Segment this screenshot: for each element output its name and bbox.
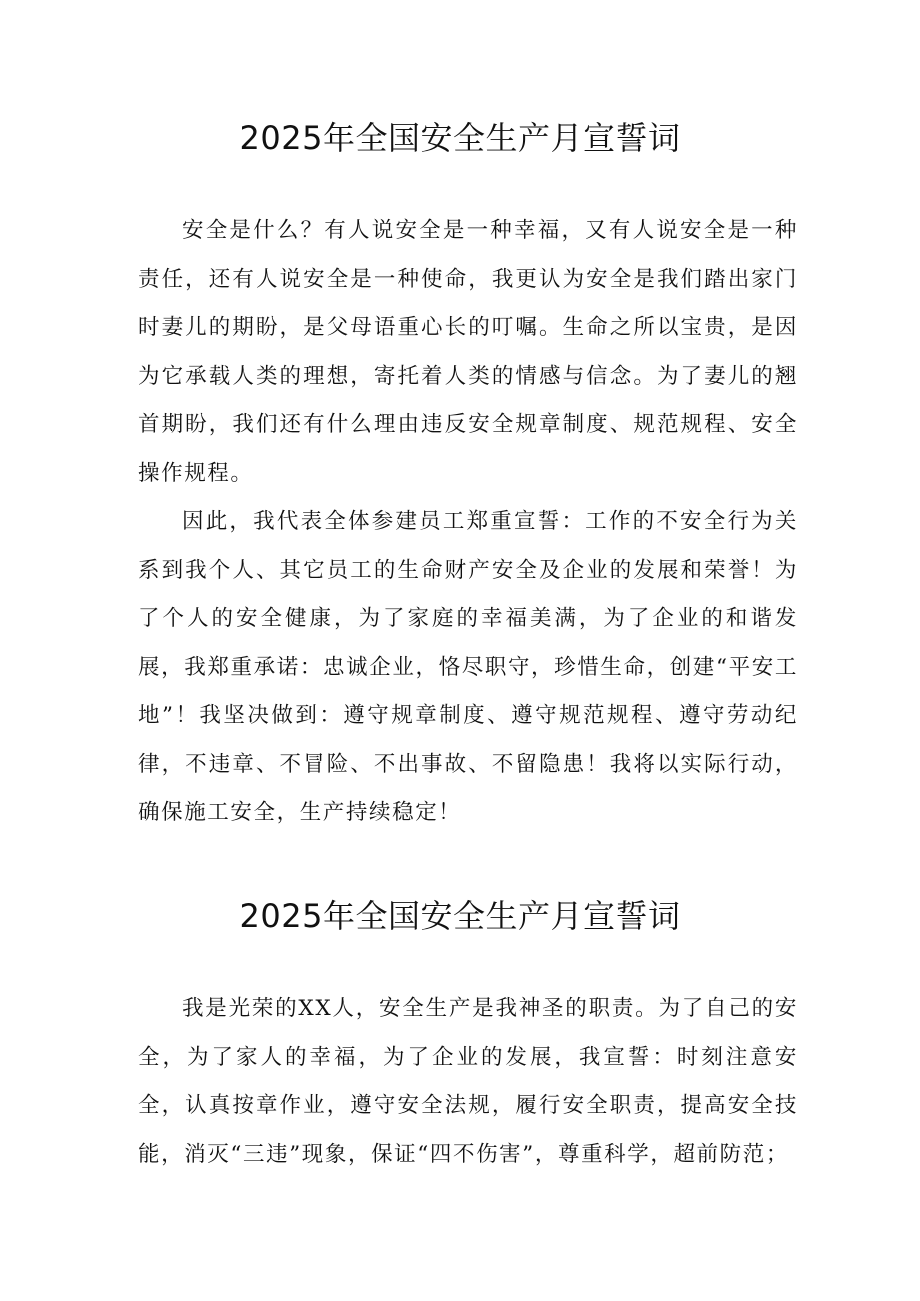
section-1-title: 2025年全国安全生产月宣誓词	[239, 119, 681, 157]
section-2-paragraph-1: 我是光荣的XX人，安全生产是我神圣的职责。为了自己的安全，为了家人的幸福，为了企业的发展，我宣誓：时刻注意安全，认真按章作业，遵守安全法规，履行安全职责，提高安全技能，消灭“三违”现象，保证“四不伤害”，尊重科学，超前防范；	[138, 996, 798, 1167]
section-2-title: 2025年全国安全生产月宣誓词	[239, 897, 681, 935]
section-1-paragraph-2: 因此，我代表全体参建员工郑重宣誓：工作的不安全行为关系到我个人、其它员工的生命财产安全及企业的发展和荣誉！为了个人的安全健康，为了家庭的幸福美满，为了企业的和谐发展，我郑重承诺：忠诚企业，恪尽职守，珍惜生命，创建“平安工地”！我坚决做到：遵守规章制度、遵守规范规程、遵守劳动纪律，不违章、不冒险、不出事故、不留隐患！我将以实际行动，确保施工安全，生产持续稳定！	[138, 509, 798, 825]
section-1-paragraph-1: 安全是什么？有人说安全是一种幸福，又有人说安全是一种责任，还有人说安全是一种使命，我更认为安全是我们踏出家门时妻儿的期盼，是父母语重心长的叮嘱。生命之所以宝贵，是因为它承载人类的理想，寄托着人类的情感与信念。为了妻儿的翘首期盼，我们还有什么理由违反安全规章制度、规范规程、安全操作规程。	[138, 218, 798, 486]
